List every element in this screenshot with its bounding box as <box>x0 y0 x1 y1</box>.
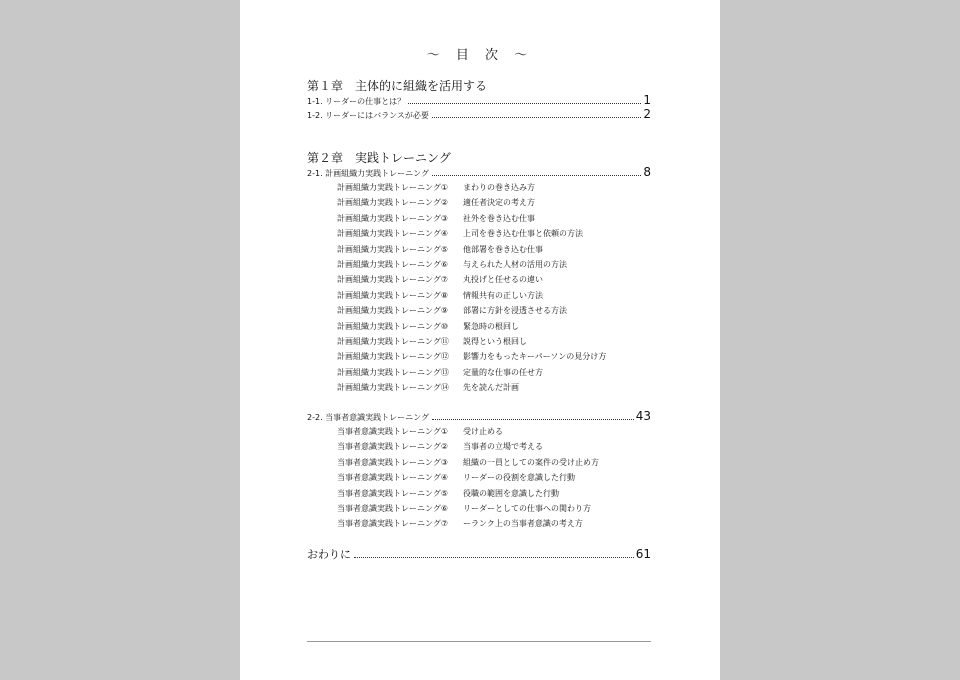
toc-sub-item <box>337 367 543 379</box>
toc-sub-item <box>337 305 567 317</box>
entry-label: 2-2. 当事者意識実践トレーニング <box>307 413 429 422</box>
dot-leader <box>432 117 641 118</box>
sub-item-text: 先を読んだ計画 <box>463 383 519 393</box>
sub-item-label: 当事者意識実践トレーニング② <box>337 442 449 452</box>
page-number: 8 <box>643 165 651 179</box>
sub-item-text: 当事者の立場で考える <box>463 442 543 452</box>
sub-item-label: 計画組織力実践トレーニング⑩ <box>337 321 449 331</box>
sub-item-label: 計画組織力実践トレーニング⑥ <box>337 260 449 269</box>
sub-item-label: 計画組織力実践トレーニング⑬ <box>337 367 449 377</box>
toc-sub-item <box>337 426 503 438</box>
sub-item-label: 計画組織力実践トレーニング⑭ <box>337 383 449 393</box>
sub-item-text: 丸投げと任せるの違い <box>463 275 543 285</box>
sub-item-text: 社外を巻き込む仕事 <box>463 213 535 223</box>
sub-item-text: リーダーとしての仕事への関わり方 <box>463 504 591 513</box>
sub-item-label: 計画組織力実践トレーニング⑧ <box>337 290 449 300</box>
sub-item-text: 適任者決定の考え方 <box>463 198 535 208</box>
footer-rule <box>307 641 651 642</box>
dot-leader <box>432 175 641 176</box>
sub-item-label: 計画組織力実践トレーニング⑤ <box>337 244 449 254</box>
sub-item-label: 計画組織力実践トレーニング① <box>337 183 449 192</box>
sub-item-text: リーダーの役割を意識した行動 <box>463 473 575 483</box>
sub-item-text: 説得という根回し <box>463 337 527 346</box>
page-number: 2 <box>643 107 651 121</box>
toc-sub-item <box>337 213 535 225</box>
sub-item-label: 計画組織力実践トレーニング⑫ <box>337 352 449 362</box>
toc-sub-item <box>337 382 519 394</box>
sub-item-text: 組織の一員としての案件の受け止め方 <box>463 457 599 467</box>
toc-sub-item <box>337 518 583 530</box>
sub-item-text: まわりの巻き込み方 <box>463 183 535 192</box>
sub-item-text: 緊急時の根回し <box>463 321 519 331</box>
toc-entry-1-2 <box>307 106 651 120</box>
sub-item-label: 計画組織力実践トレーニング⑦ <box>337 275 449 285</box>
toc-entry-2-2 <box>307 408 651 422</box>
toc-sub-item <box>337 259 567 271</box>
sub-item-label: 当事者意識実践トレーニング① <box>337 427 449 436</box>
toc-sub-item <box>337 503 591 515</box>
toc-sub-item <box>337 182 535 194</box>
chapter1-heading: 第１章 主体的に組織を活用する <box>307 79 488 93</box>
sub-item-label: 計画組織力実践トレーニング② <box>337 198 449 208</box>
entry-label: 1-2. リーダーにはバランスが必要 <box>307 111 429 120</box>
sub-item-label: 当事者意識実践トレーニング③ <box>337 457 449 467</box>
page-number: 1 <box>643 93 651 107</box>
sub-item-label: 計画組織力実践トレーニング④ <box>337 229 449 239</box>
chapter2-heading: 第２章 実践トレーニング <box>307 151 451 165</box>
sub-item-label: 当事者意識実践トレーニング⑤ <box>337 488 449 498</box>
sub-item-text: 上司を巻き込む仕事と依頼の方法 <box>463 229 583 239</box>
sub-item-text: 部署に方針を浸透させる方法 <box>463 306 567 316</box>
toc-sub-item <box>337 321 519 333</box>
page-number: 43 <box>635 409 651 423</box>
toc-entry-1-1 <box>307 92 651 106</box>
toc-sub-item <box>337 244 543 256</box>
toc-entry-closing <box>307 544 651 560</box>
sub-item-text: 定量的な仕事の任せ方 <box>463 367 543 377</box>
sub-item-label: 当事者意識実践トレーニング④ <box>337 473 449 483</box>
sub-item-label: 当事者意識実践トレーニング⑥ <box>337 504 449 513</box>
entry-label: 1-1. リーダーの仕事とは？ <box>307 97 406 106</box>
toc-entry-2-1 <box>307 164 651 178</box>
sub-item-text: ーランク上の当事者意識の考え方 <box>463 519 583 529</box>
toc-title: 〜 目 次 〜 <box>426 48 534 63</box>
toc-sub-item <box>337 336 527 348</box>
sub-item-text: 与えられた人材の活用の方法 <box>463 260 567 269</box>
toc-sub-item <box>337 351 606 363</box>
dot-leader <box>408 103 641 104</box>
toc-sub-item <box>337 274 543 286</box>
entry-label: おわりに <box>307 548 351 561</box>
toc-sub-item <box>337 472 575 484</box>
sub-item-text: 影響力をもったキーパーソンの見分け方 <box>463 352 607 362</box>
sub-item-label: 当事者意識実践トレーニング⑦ <box>337 519 449 529</box>
toc-sub-item <box>337 290 543 302</box>
sub-item-label: 計画組織力実践トレーニング③ <box>337 213 449 223</box>
document-page <box>240 0 720 680</box>
dot-leader <box>432 419 634 420</box>
toc-sub-item <box>337 457 599 469</box>
toc-sub-item <box>337 441 543 453</box>
sub-item-label: 計画組織力実践トレーニング⑪ <box>337 337 449 346</box>
page-number: 61 <box>635 547 651 561</box>
toc-sub-item <box>337 228 583 240</box>
sub-item-text: 他部署を巻き込む仕事 <box>463 244 543 254</box>
sub-item-label: 計画組織力実践トレーニング⑨ <box>337 306 449 316</box>
toc-sub-item <box>337 197 535 209</box>
sub-item-text: 役職の範囲を意識した行動 <box>463 488 559 498</box>
sub-item-text: 情報共有の正しい方法 <box>463 290 543 300</box>
toc-sub-item <box>337 488 559 500</box>
entry-label: 2-1. 計画組織力実践トレーニング <box>307 169 429 178</box>
sub-item-text: 受け止める <box>463 427 503 436</box>
dot-leader <box>354 557 634 558</box>
